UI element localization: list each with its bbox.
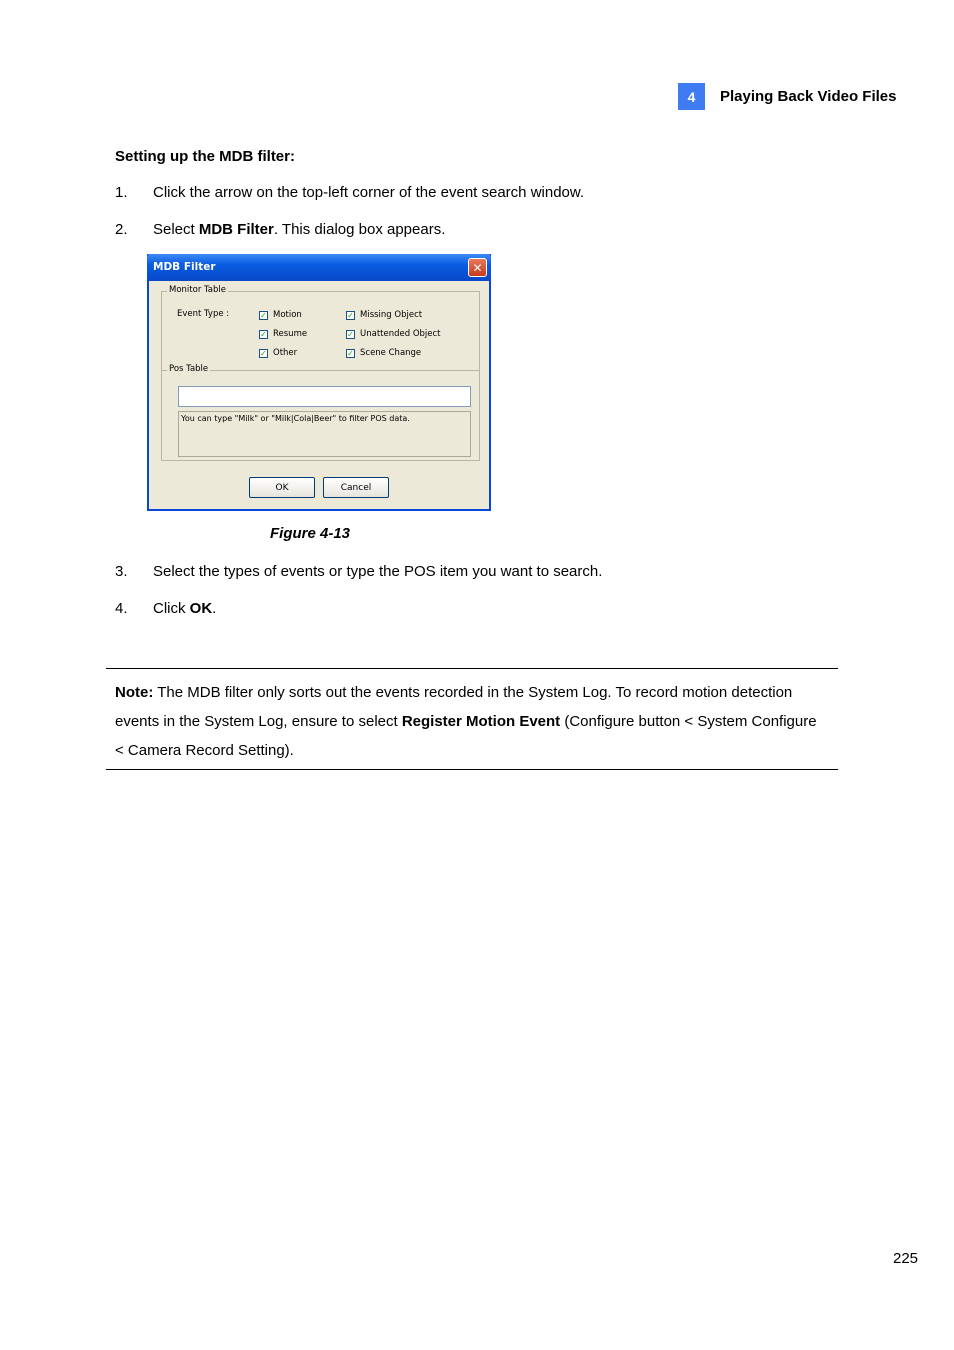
mdb-filter-dialog xyxy=(147,254,491,511)
pos-hint-text: You can type "Milk" or "Milk|Cola|Beer" to filter POS data. xyxy=(178,411,471,457)
missing-object-label: Missing Object xyxy=(360,310,423,320)
note-bold-text: Register Motion Event xyxy=(401,713,561,730)
step-text: Select the types of events or type the POS item you want to search. xyxy=(153,563,603,580)
step-text-pre: Select xyxy=(153,221,199,238)
step-text: Click the arrow on the top-left corner of the event search window. xyxy=(153,184,585,201)
pos-filter-input[interactable] xyxy=(178,386,471,407)
motion-label: Motion xyxy=(273,310,302,320)
page-number: 225 xyxy=(893,1250,919,1267)
chapter-header xyxy=(678,83,896,110)
step-text-bold: OK xyxy=(189,600,213,617)
step-1 xyxy=(115,184,584,201)
figure-caption: Figure 4-13 xyxy=(270,525,351,542)
unattended-object-checkbox[interactable]: ✓ xyxy=(347,330,354,339)
note-box xyxy=(106,668,838,770)
note-text: The MDB filter only sorts out the events recorded in the System Log. To record motion detection events in the System Log, ensure to select xyxy=(115,684,793,730)
dialog-title: MDB Filter xyxy=(153,261,216,273)
monitor-table-label: Monitor Table xyxy=(169,285,226,295)
other-label: Other xyxy=(273,348,298,358)
step-number: 3. xyxy=(115,563,128,580)
unattended-object-label: Unattended Object xyxy=(360,329,441,339)
missing-object-checkbox[interactable]: ✓ xyxy=(347,311,354,320)
step-number: 2. xyxy=(115,221,128,238)
step-text-pre: Click xyxy=(153,600,190,617)
resume-checkbox[interactable]: ✓ xyxy=(260,330,267,339)
note-label: Note: xyxy=(115,684,154,701)
resume-label: Resume xyxy=(273,329,308,339)
pos-table-label: Pos Table xyxy=(169,364,209,374)
scene-change-checkbox[interactable]: ✓ xyxy=(347,349,354,358)
step-4 xyxy=(115,600,216,617)
close-icon[interactable]: ✕ xyxy=(468,258,487,277)
step-text-post: . This dialog box appears. xyxy=(273,221,446,238)
ok-button[interactable]: OK xyxy=(249,477,315,498)
note-text-end: (Configure button < System Configure < Camera Record Setting). xyxy=(115,713,817,759)
motion-checkbox[interactable]: ✓ xyxy=(260,311,267,320)
dialog-titlebar[interactable] xyxy=(147,254,491,281)
step-2 xyxy=(115,221,445,238)
step-3 xyxy=(115,563,602,580)
cancel-button[interactable]: Cancel xyxy=(323,477,389,498)
step-number: 1. xyxy=(115,184,128,201)
section-title: Setting up the MDB filter: xyxy=(115,148,295,165)
event-type-label: Event Type : xyxy=(177,309,230,319)
other-checkbox[interactable]: ✓ xyxy=(260,349,267,358)
chapter-title: Playing Back Video Files xyxy=(720,88,897,105)
scene-change-label: Scene Change xyxy=(360,348,422,358)
step-text-post: . xyxy=(212,600,217,617)
step-number: 4. xyxy=(115,600,128,617)
chapter-number-badge: 4 xyxy=(678,83,705,110)
step-text-bold: MDB Filter xyxy=(198,221,274,238)
